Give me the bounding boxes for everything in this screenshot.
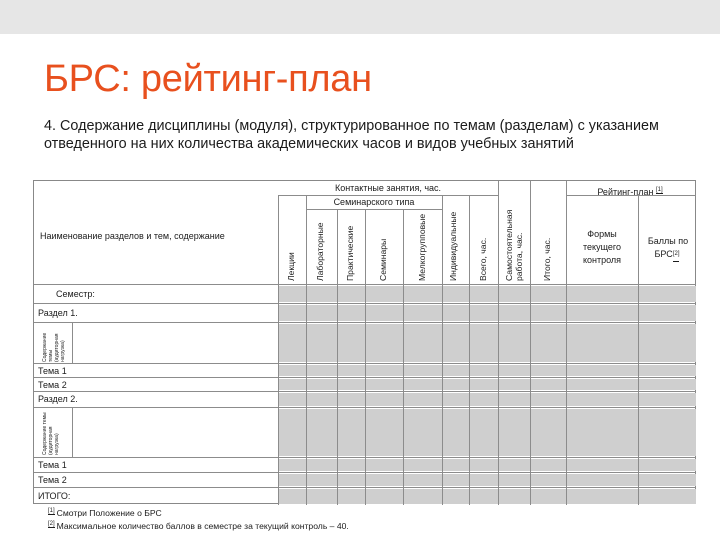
row-section1-fill [278, 305, 696, 321]
row-section1-content-fill [278, 324, 696, 362]
top-bar [0, 0, 720, 34]
header-total-hours: Всего, час. [478, 237, 488, 281]
footnote-1-text: Смотри Положение о БРС [56, 508, 162, 518]
header-lectures: Лекции [286, 252, 296, 281]
row-topic-1b: Тема 1 [38, 460, 67, 470]
row-section2-content-fill [278, 409, 696, 456]
row-section-1: Раздел 1. [38, 308, 78, 318]
footnote-1 [48, 508, 162, 518]
header-name-column: Наименование разделов и тем, содержание [40, 231, 225, 241]
footnote-2 [48, 521, 349, 531]
footnote-2-mark[interactable]: [2] [48, 521, 55, 527]
slide-title: БРС: рейтинг-план [44, 58, 372, 100]
header-rating-plan [566, 187, 696, 197]
row-topic2a-fill [278, 379, 696, 390]
header-self-work: Самостоятельная работа, час. [504, 209, 524, 281]
header-contact-hours: Контактные занятия, час. [334, 183, 442, 193]
footnote-1-mark[interactable]: [1] [48, 508, 55, 514]
rating-plan-label: Рейтинг-план [597, 187, 654, 197]
row-semester-fill [278, 286, 696, 302]
row-section2-fill [278, 393, 696, 406]
header-small-group: Мелкогрупповые [417, 213, 427, 281]
row-topic-2a: Тема 2 [38, 380, 67, 390]
row-topic1a-fill [278, 365, 696, 376]
rating-plan-table [33, 180, 696, 504]
footnote-2-text: Максимальное количество баллов в семестре за текущий контроль – 40. [56, 521, 349, 531]
header-individual: Индивидуальные [448, 211, 458, 281]
row-section-2-content: Содержание темы (аудиторная нагрузка) [42, 412, 60, 455]
rating-plan-footnote-ref[interactable]: [1] [655, 187, 663, 193]
row-semester: Семестр: [56, 289, 95, 299]
points-footnote-ref[interactable]: [2] [673, 248, 680, 262]
header-seminars: Семинары [378, 238, 388, 281]
row-total: ИТОГО: [38, 491, 71, 501]
header-total: Итого, час. [542, 237, 552, 281]
row-total-fill [278, 489, 696, 504]
row-section-2: Раздел 2. [38, 394, 78, 404]
points-label: Баллы по БРС [647, 236, 689, 259]
header-points [640, 235, 696, 262]
header-seminar-type: Семинарского типа [333, 197, 415, 207]
slide-subtitle: 4. Содержание дисциплины (модуля), структурированное по темам (разделам) с указанием отведенного на них количества академических часов и видов учебных занятий [44, 118, 659, 152]
header-practical: Практические [345, 225, 355, 281]
header-labs: Лабораторные [315, 222, 325, 281]
row-topic-1a: Тема 1 [38, 366, 67, 376]
row-topic1b-fill [278, 459, 696, 471]
row-topic-2b: Тема 2 [38, 475, 67, 485]
row-section-1-content: Содержание темы (аудиторная нагрузка) [42, 332, 66, 362]
header-forms: Формы текущего контроля [582, 229, 622, 265]
row-topic2b-fill [278, 474, 696, 486]
